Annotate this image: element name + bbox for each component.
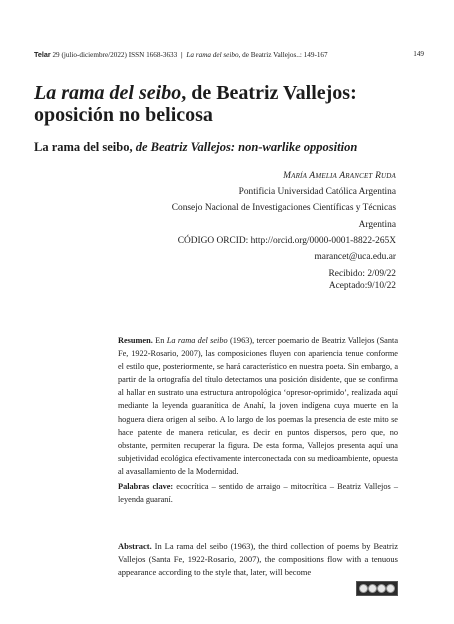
by-icon xyxy=(368,584,377,593)
article-title-rest: , de Beatriz Vallejos: xyxy=(181,82,357,104)
abstract-text: In La rama del seibo (1963), the third collection of poems by Beatriz Vallejos (Santa Fe, 1922-Rosario, 2007), the compositions flow with a tenuous appearance according to the style that, later, will become xyxy=(118,541,398,578)
affiliation-2: Consejo Nacional de Investigaciones Científicas y Técnicas xyxy=(171,203,396,214)
affiliation-country: Argentina xyxy=(358,219,396,230)
article-dates xyxy=(96,268,396,292)
abstract-label: Abstract. xyxy=(118,541,152,551)
cc-icon xyxy=(359,584,368,593)
author-block xyxy=(96,168,396,292)
spanish-abstract xyxy=(118,334,398,506)
page-number: 149 xyxy=(413,50,424,58)
orcid[interactable]: CÓDIGO ORCID: http://orcid.org/0000-0001-8822-265X xyxy=(177,235,396,246)
running-header xyxy=(34,50,424,60)
keywords-label: Palabras clave: xyxy=(118,482,174,492)
keywords-paragraph xyxy=(118,480,398,506)
nc-icon xyxy=(377,584,386,593)
author-email[interactable]: marancet@uca.edu.ar xyxy=(314,252,396,263)
resumen-intro: En xyxy=(152,336,167,345)
keywords-text: ecocrítica – sentido de arraigo – mitocrítica – Beatriz Vallejos – leyenda guaraní. xyxy=(118,482,398,505)
english-title xyxy=(34,140,424,155)
article-title-italic: La rama del seibo xyxy=(34,82,182,104)
english-title-italic: de Beatriz Vallejos: non-warlike opposition xyxy=(135,140,358,154)
resumen-paragraph xyxy=(118,334,398,478)
article-title xyxy=(34,82,424,126)
resumen-label: Resumen. xyxy=(118,336,153,345)
author-name: María Amelia Arancet Ruda xyxy=(283,171,396,181)
creative-commons-license-icon[interactable] xyxy=(356,581,398,596)
accepted-date: Aceptado:9/10/22 xyxy=(328,281,396,292)
header-separator: | xyxy=(181,51,183,59)
resumen-text: (1963), tercer poemario de Beatriz Vallejos (Santa Fe, 1922-Rosario, 2007), las composiciones fluyen con apariencia tenue conforme el estilo que, posteriormente, se hará característico en nuestra poeta. Sin embargo, a partir de la ortografía del título detectamos una posición disidente, que se confirma al hallar en sustrato una estructura antropológica ‘opresor-oprimido’, realizada aquí mediante la leyenda guaranítica de Anahí, la joven indígena cuya muerte en la hoguera diera origen al seibo. A lo largo de los poemas la presencia de este mito se hace patente de manera reticular, es decir en puntos dispersos, pero que, no obstante, permiten recuperar la figura. De esta forma, Vallejos presenta aquí una subjetividad ecológica efectivamente interconectada con su medioambiente, opuesta al avasallamiento de la Modernidad. xyxy=(118,336,398,476)
english-abstract xyxy=(118,540,398,580)
nd-icon xyxy=(386,584,395,593)
article-ref-pages: , de Beatriz Vallejos..: 149-167 xyxy=(238,51,328,59)
english-title-plain: La rama del seibo, xyxy=(34,140,136,154)
affiliation-1: Pontificia Universidad Católica Argentina xyxy=(238,187,396,198)
article-ref-title: La rama del seibo xyxy=(186,51,239,59)
resumen-italic-title: La rama del seibo xyxy=(166,336,228,345)
received-date: Recibido: 2/09/22 xyxy=(328,269,396,280)
journal-name: Telar xyxy=(34,50,51,59)
journal-issue: 29 (julio-diciembre/2022) ISSN 1668-3633 xyxy=(52,51,178,59)
article-title-line2: oposición no belicosa xyxy=(34,104,213,126)
